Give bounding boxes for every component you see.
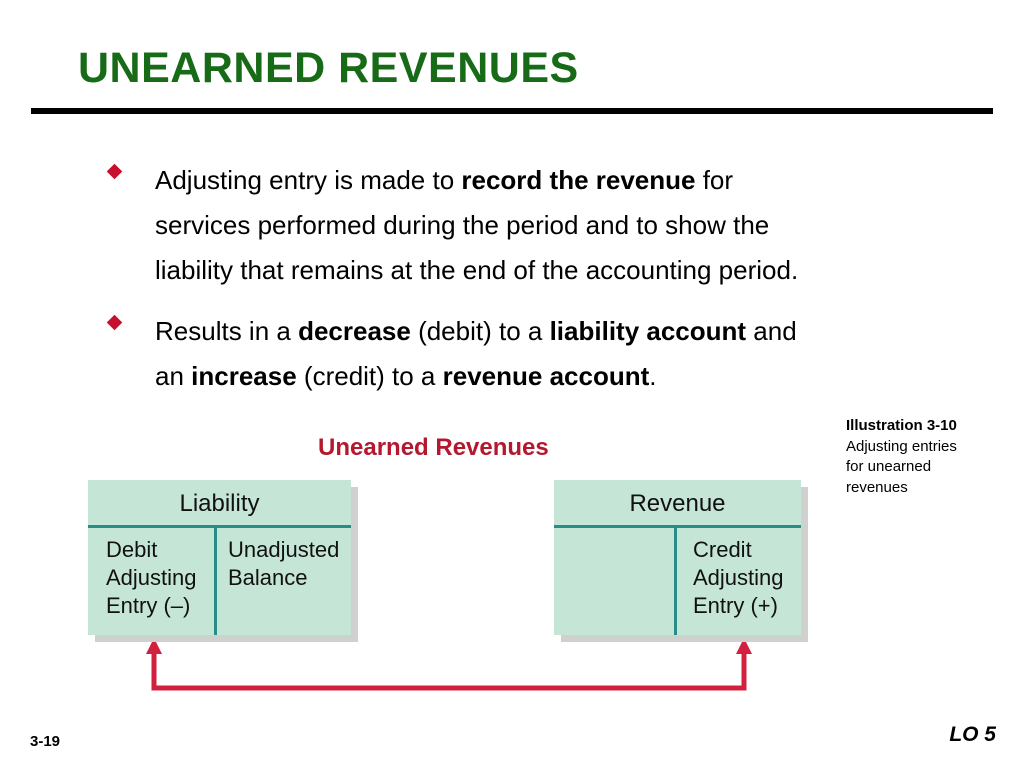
- credit-side-text: [693, 536, 784, 620]
- body-text: an: [155, 361, 192, 391]
- t-account-name: Liability: [179, 490, 260, 517]
- t-account-vertical-rule: [674, 528, 677, 635]
- illustration-description-line: for unearned: [846, 458, 932, 475]
- debit-side-text: [106, 536, 197, 620]
- t-account-horizontal-rule: [554, 525, 801, 528]
- credit-side-text: [228, 536, 339, 592]
- body-text: for: [695, 165, 734, 195]
- diagram-title: Unearned Revenues: [318, 434, 549, 461]
- t-account-entry-line: Unadjusted: [228, 537, 340, 562]
- body-text: liability that remains at the end of the accounting period.: [155, 255, 799, 285]
- illustration-label: Illustration 3-10: [846, 417, 957, 434]
- body-text: Adjusting entry is made to: [155, 165, 462, 195]
- learning-objective: LO 5: [949, 723, 996, 746]
- illustration-description-line: revenues: [846, 478, 908, 496]
- emphasis-text: decrease: [298, 316, 411, 346]
- emphasis-text: revenue account: [442, 361, 650, 391]
- body-text: and: [746, 316, 797, 346]
- t-account-entry-line: Debit: [106, 537, 158, 562]
- body-text: (debit) to a: [410, 316, 550, 346]
- t-account-entry-line: Adjusting: [106, 565, 197, 590]
- emphasis-text: liability account: [549, 316, 747, 346]
- t-account-entry-line: Adjusting: [693, 565, 784, 590]
- arrow-connector-line: [154, 652, 744, 688]
- t-account-entry-line: Balance: [228, 565, 308, 590]
- t-account-horizontal-rule: [88, 525, 351, 528]
- slide-number: 3-19: [30, 733, 61, 750]
- emphasis-text: increase: [191, 361, 297, 391]
- body-text: services performed during the period and to show the: [155, 210, 770, 240]
- emphasis-text: record the revenue: [461, 165, 696, 195]
- arrow-head-icon: [736, 638, 752, 654]
- slide-title: UNEARNED REVENUES: [78, 44, 579, 92]
- t-account-name: Revenue: [629, 490, 726, 517]
- body-text: Results in a: [155, 316, 299, 346]
- t-account-vertical-rule: [214, 528, 217, 635]
- liability-t-account: [88, 480, 351, 635]
- illustration-description-line: Adjusting entries: [846, 437, 957, 455]
- t-account-entry-line: Credit: [693, 537, 752, 562]
- revenue-t-account: [554, 480, 801, 635]
- t-account-entry-line: Entry (+): [693, 593, 778, 618]
- body-text: (credit) to a: [296, 361, 443, 391]
- t-account-entry-line: Entry (–): [106, 593, 191, 618]
- body-text: .: [649, 361, 657, 391]
- arrow-head-icon: [146, 638, 162, 654]
